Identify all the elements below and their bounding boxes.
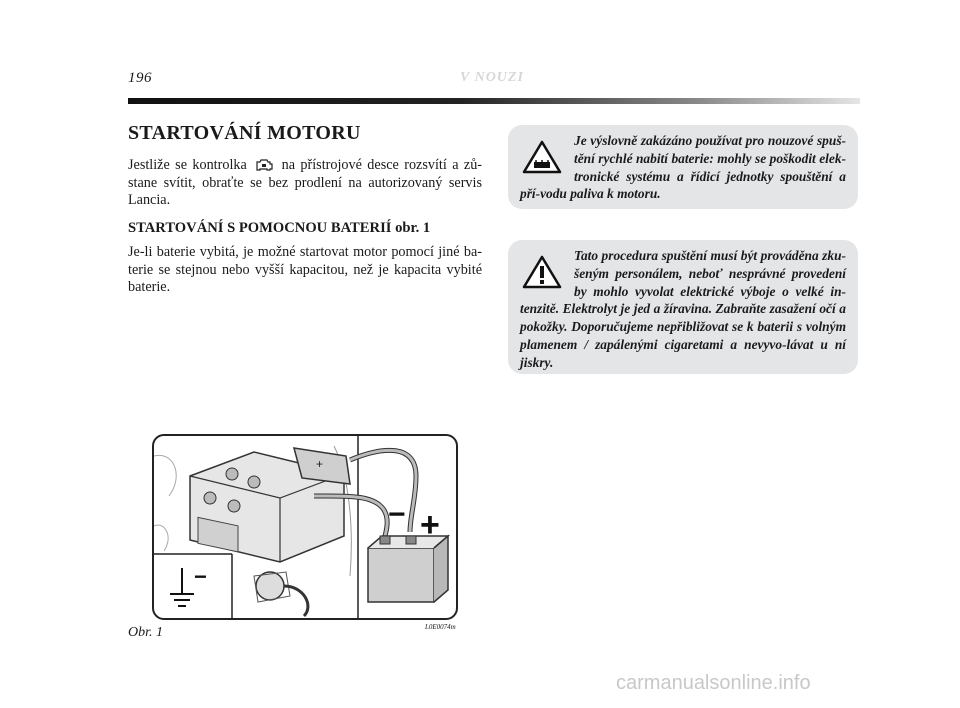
engine-failure-icon [254, 156, 274, 172]
warning-box-safety [508, 240, 858, 374]
intro-paragraph [128, 156, 482, 210]
battery-paragraph: Je-li baterie vybitá, je možné startovat motor pomocí jiné ba-terie se stejnou nebo vyšší kapacitou, než je kapacita vybité baterie. [128, 244, 482, 296]
intro-text-end: na přístrojové desce rozsvítí a zů-stane svítit, obraťte se bez prodlení na autorizovaný servis Lancia. [128, 157, 483, 209]
warning-text-safety: Tato procedura spuštění musí být prováděna zku-šeným personálem, neboť nesprávné provedení by mohlo vyvolat elektrické výboje o velké in-tenzitě. Elektrolyt je jed a žíravina. Zabraňte zasažení očí a pokožky. Doporučujeme nepřibližovat se k baterii s volným plamenem / zapálenými cigaretami a nevyvo-lávat u ní jiskry. [520, 248, 846, 370]
donor-plus-sign: + [420, 506, 440, 544]
car-battery-plus: + [316, 457, 324, 471]
warning-text-electronics: Je výslovně zakázáno používat pro nouzové spuš-tění rychlé nabití baterie: mohly se poškodit elek-tronické systému a řídicí jednotky spouštění a pří-vodu paliva k motoru. [520, 133, 846, 202]
figure-code: L0E0074m [425, 623, 456, 631]
ground-minus-sign: − [194, 564, 207, 589]
donor-minus-sign: − [388, 498, 406, 531]
electronics-warning-icon [522, 140, 562, 174]
exclamation-warning-icon [522, 255, 562, 289]
intro-text-start: Jestliže se kontrolka [128, 157, 247, 173]
jump-start-illustration [152, 434, 458, 620]
watermark: carmanualsonline.info [616, 672, 811, 694]
page-title: STARTOVÁNÍ MOTORU [128, 122, 361, 144]
jump-start-drawing [154, 436, 456, 618]
section-subtitle: STARTOVÁNÍ S POMOCNOU BATERIÍ obr. 1 [128, 220, 431, 236]
figure-caption: Obr. 1 [128, 625, 164, 640]
warning-box-electronics [508, 125, 858, 209]
section-title: V NOUZI [460, 70, 524, 85]
header-rule [128, 98, 860, 104]
page-number: 196 [128, 70, 152, 86]
